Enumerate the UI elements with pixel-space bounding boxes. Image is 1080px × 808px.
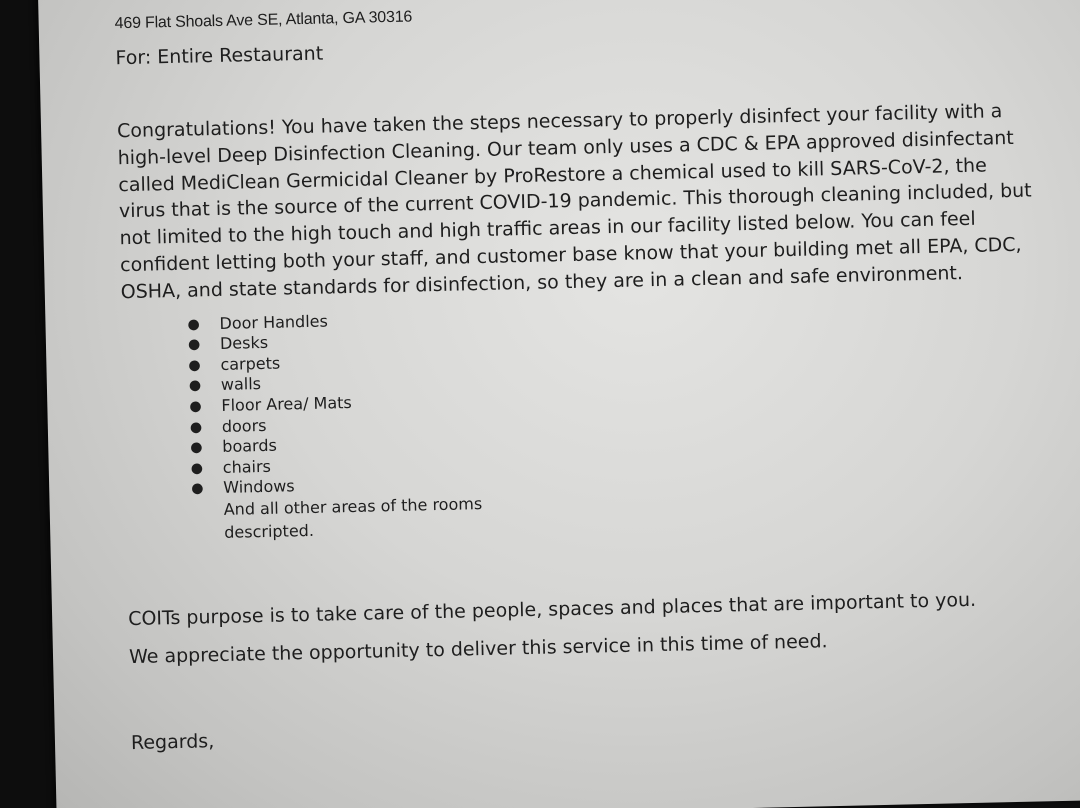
appreciation-statement: We appreciate the opportunity to deliver this service in this time of need.: [128, 630, 828, 669]
list-item-label: chairs: [222, 456, 272, 477]
body-paragraph: Congratulations! You have taken the steps necessary to properly disinfect your facility with a high-level Deep Disinfection Cleaning. Our team only uses a CDC & EPA approved disinfectant called MediClean Germicidal Cleaner by ProRestore a chemical used to kill SARS-CoV-2, the virus that is the source of the current COVID-19 pandemic. This thorough cleaning included, but not limited to the high touch and high traffic areas in our facility listed below. You can feel confident letting both your staff, and customer base know that your building met all EPA, CDC, OSHA, and state standards for disinfection, so they are in a clean and safe environment.: [116, 100, 1032, 303]
bullet-icon: ●: [189, 418, 203, 436]
bullet-icon: ●: [188, 377, 202, 395]
bullet-icon: ●: [188, 357, 201, 374]
list-item-label: carpets: [220, 353, 281, 374]
bullet-icon: ●: [190, 460, 204, 477]
bullet-icon: ●: [187, 336, 201, 353]
bullet-icon: ●: [189, 398, 202, 415]
list-item-label: doors: [221, 415, 267, 436]
bullet-icon: ●: [191, 480, 204, 497]
recipient-line: For: Entire Restaurant: [115, 42, 324, 70]
purpose-statement: COITs purpose is to take care of the people, spaces and places that are important to you.: [127, 588, 977, 631]
signoff: Regards,: [130, 730, 215, 755]
list-item-label: Door Handles: [219, 311, 329, 333]
bullet-icon: ●: [190, 439, 203, 456]
letter-page: [38, 0, 1080, 808]
list-item-label: Windows: [223, 476, 295, 498]
list-item-label: Desks: [219, 333, 269, 354]
bullet-icon: ●: [187, 315, 200, 333]
address-line: 469 Flat Shoals Ave SE, Atlanta, GA 30316: [114, 8, 413, 33]
list-item-label: boards: [222, 435, 278, 457]
cleaned-areas-list: [121, 295, 1045, 501]
list-item-label: Floor Area/ Mats: [221, 392, 352, 415]
areas-note: And all other areas of the rooms descripted.: [223, 493, 483, 542]
letter-content: [114, 0, 1051, 756]
list-item-label: walls: [220, 374, 262, 395]
